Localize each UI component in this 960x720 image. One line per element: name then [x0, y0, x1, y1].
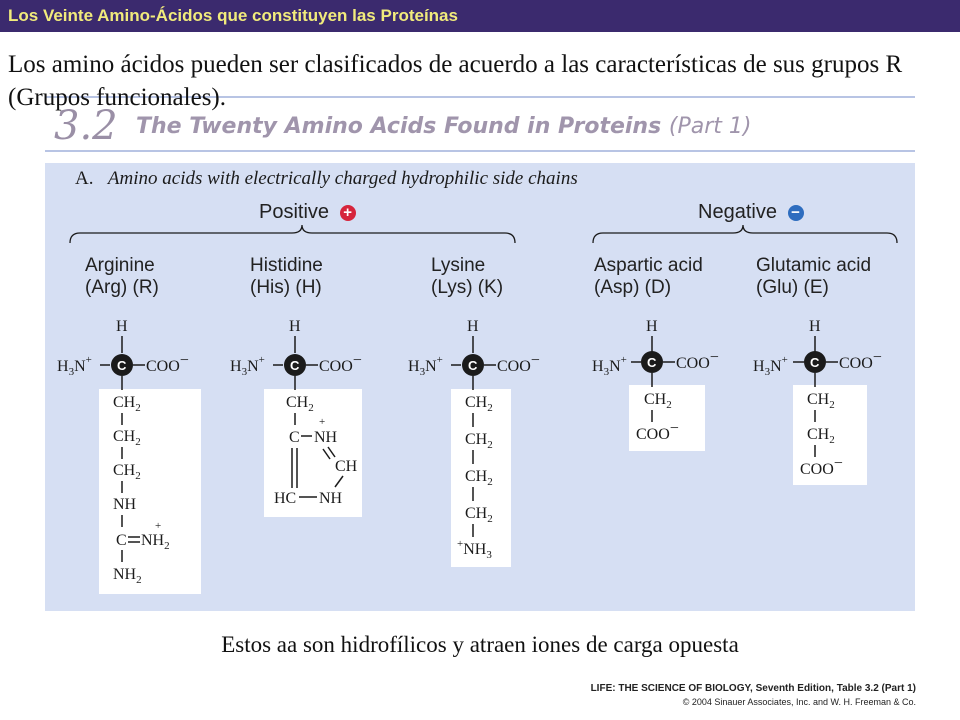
figure-title — [136, 114, 751, 139]
slide-header-title: Los Veinte Amino-Ácidos que constituyen las Proteínas — [8, 6, 458, 25]
svg-text:C: C — [289, 429, 300, 446]
svg-text:CH2: $CH_2$ — [465, 468, 493, 488]
section-letter: A. — [75, 168, 94, 189]
svg-text:COO−: COO− — [800, 455, 843, 478]
plus-icon: + — [340, 205, 356, 221]
negative-brace — [593, 225, 897, 243]
alpha-carbon — [111, 354, 133, 376]
svg-text:H3N+: $H_3N^+$ — [230, 354, 265, 378]
svg-text:C: C — [647, 355, 657, 370]
side-chain-box-arginine — [99, 389, 201, 594]
svg-text:NH2: $NH_2$ — [113, 566, 142, 586]
svg-text:C: C — [117, 358, 127, 373]
svg-text:COO−: COO− — [676, 349, 719, 372]
alpha-carbon — [462, 354, 484, 376]
aa-abbrev: (His) (H) — [250, 277, 322, 298]
aa-abbrev: (Asp) (D) — [594, 277, 672, 298]
aa-abbrev: (Arg) (R) — [85, 277, 159, 298]
svg-text:NH2: $NH_2$ — [141, 532, 170, 552]
title-bar — [0, 0, 960, 32]
amino-acid-panel — [45, 163, 915, 611]
figure-title-text: The Twenty Amino Acids Found in Proteins — [136, 114, 662, 139]
figure-number: 3.2 — [54, 103, 118, 149]
svg-text:C: C — [290, 358, 300, 373]
svg-text:CH2: $CH_2$ — [113, 428, 141, 448]
credit-line-1: LIFE: THE SCIENCE OF BIOLOGY, Seventh Edition, Table 3.2 (Part 1) — [590, 683, 916, 694]
figure-rule-bottom — [45, 150, 915, 152]
svg-text:CH2: $CH_2$ — [113, 394, 141, 414]
svg-text:COO−: COO− — [497, 352, 540, 375]
svg-text:CH2: $CH_2$ — [465, 505, 493, 525]
svg-text:CH2: $CH_2$ — [644, 391, 672, 411]
aa-abbrev: (Lys) (K) — [431, 277, 504, 298]
svg-text:CH2: $CH_2$ — [807, 391, 835, 411]
svg-text:CH2: $CH_2$ — [465, 394, 493, 414]
alpha-carbon — [804, 351, 826, 373]
intro-text: Los amino ácidos pueden ser clasificados de acuerdo a las características de sus grupos R (Grupos funcionales). — [8, 51, 903, 111]
svg-text:H3N+: $H_3N^+$ — [753, 354, 788, 378]
aa-abbrev: (Glu) (E) — [756, 277, 829, 298]
svg-text:H3N+: $H_3N^+$ — [57, 354, 92, 378]
svg-text:COO−: COO− — [146, 352, 189, 375]
negative-label: Negative — [698, 201, 777, 223]
amino-acid-structures — [45, 163, 915, 611]
aa-name: Glutamic acid — [756, 255, 872, 276]
svg-text:HC: HC — [274, 490, 297, 507]
svg-text:C: C — [116, 532, 127, 549]
footer-text: Estos aa son hidrofílicos y atraen iones de carga opuesta — [221, 632, 739, 657]
svg-text:H: H — [809, 318, 821, 335]
svg-text:+: + — [155, 520, 162, 532]
svg-text:+: + — [319, 416, 326, 428]
alpha-carbon — [641, 351, 663, 373]
svg-text:NH: NH — [314, 429, 338, 446]
aa-name: Arginine — [85, 255, 155, 276]
aa-name: Aspartic acid — [594, 255, 703, 276]
svg-text:COO−: COO− — [839, 349, 882, 372]
svg-text:NH: NH — [319, 490, 343, 507]
positive-brace — [70, 225, 515, 243]
svg-text:H3N+: $H_3N^+$ — [408, 354, 443, 378]
credit-line-2: © 2004 Sinauer Associates, Inc. and W. H. Freeman & Co. — [682, 697, 916, 707]
positive-label: Positive — [259, 201, 330, 223]
svg-text:H: H — [467, 318, 479, 335]
section-title: Amino acids with electrically charged hydrophilic side chains — [107, 168, 578, 189]
svg-text:COO−: COO− — [636, 420, 679, 443]
figure-part: (Part 1) — [668, 114, 752, 139]
aa-name: Lysine — [431, 255, 486, 276]
svg-text:CH2: $CH_2$ — [113, 462, 141, 482]
svg-text:CH2: $CH_2$ — [807, 426, 835, 446]
svg-text:CH: CH — [335, 458, 358, 475]
svg-text:C: C — [468, 358, 478, 373]
aa-name: Histidine — [250, 255, 323, 276]
svg-text:H: H — [116, 318, 128, 335]
svg-text:H: H — [646, 318, 658, 335]
svg-text:+NH3: $^+NH_3$ — [457, 538, 492, 561]
svg-text:H3N+: $H_3N^+$ — [592, 354, 627, 378]
svg-text:NH: NH — [113, 496, 137, 513]
svg-text:C: C — [810, 355, 820, 370]
svg-text:H: H — [289, 318, 301, 335]
svg-text:COO−: COO− — [319, 352, 362, 375]
svg-text:CH2: $CH_2$ — [286, 394, 314, 414]
alpha-carbon — [284, 354, 306, 376]
minus-icon: − — [788, 205, 804, 221]
svg-text:CH2: $CH_2$ — [465, 431, 493, 451]
